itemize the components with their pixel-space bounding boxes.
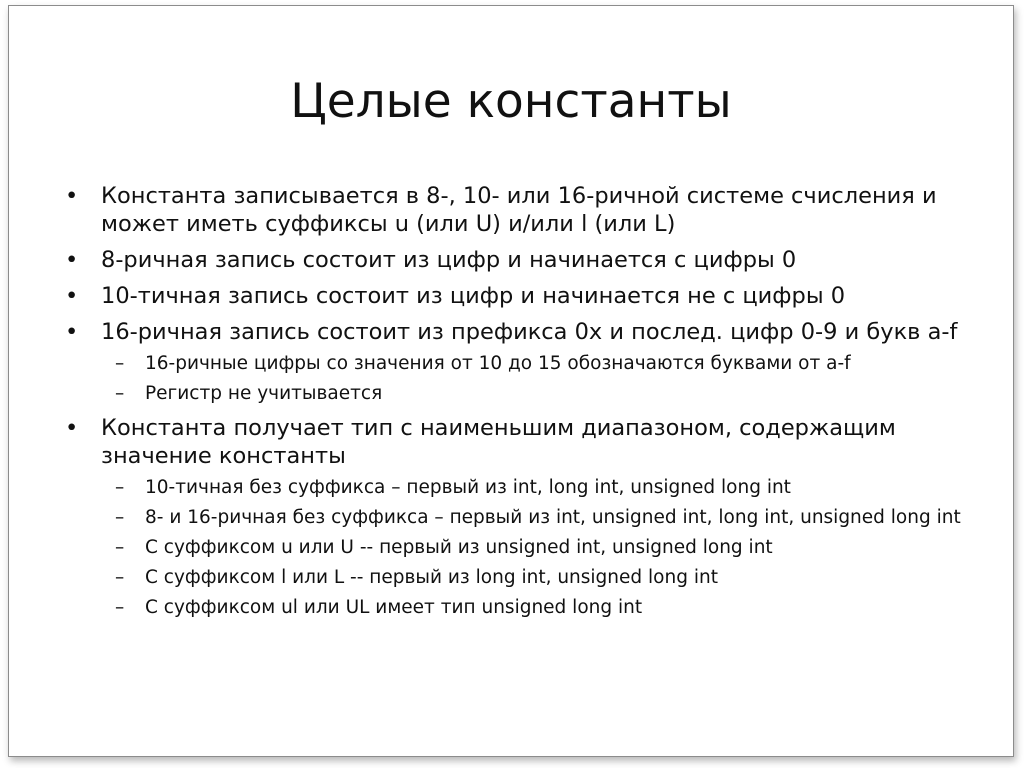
sub-item-text: 16-ричные цифры со значения от 10 до 15 обозначаются буквами от a-f xyxy=(145,353,851,374)
bullet-item xyxy=(61,414,961,620)
slide xyxy=(8,5,1014,757)
sub-dash: – xyxy=(115,353,125,374)
sub-dash: – xyxy=(115,507,125,528)
sub-item xyxy=(101,382,961,406)
bullet-dot: • xyxy=(65,283,79,309)
sub-item xyxy=(101,352,961,376)
sub-dash: – xyxy=(115,383,125,404)
sub-dash: – xyxy=(115,477,125,498)
sub-dash: – xyxy=(115,567,125,588)
bullet-item xyxy=(61,246,961,274)
bullet-text: 16-ричная запись состоит из префикса 0x и послед. цифр 0-9 и букв a-f xyxy=(101,319,958,345)
bullet-dot: • xyxy=(65,247,79,273)
sub-list xyxy=(101,476,961,620)
sub-item-text: С суффиксом u или U -- первый из unsigned int, unsigned long int xyxy=(145,537,773,558)
bullet-text: Константа записывается в 8-, 10- или 16-ричной системе счисления и может иметь суффиксы u (или U) и/или l (или L) xyxy=(101,183,937,237)
sub-item-text: 10-тичная без суффикса – первый из int, long int, unsigned long int xyxy=(145,477,791,498)
bullet-text: Константа получает тип с наименьшим диапазоном, содержащим значение константы xyxy=(101,415,896,469)
sub-item-text: 8- и 16-ричная без суффикса – первый из int, unsigned int, long int, unsigned long int xyxy=(145,507,961,528)
bullet-list xyxy=(61,182,961,628)
bullet-item xyxy=(61,182,961,238)
sub-dash: – xyxy=(115,537,125,558)
slide-title: Целые константы xyxy=(290,74,732,129)
bullet-item xyxy=(61,318,961,406)
sub-item xyxy=(101,506,961,530)
sub-dash: – xyxy=(115,597,125,618)
sub-item xyxy=(101,536,961,560)
bullet-item xyxy=(61,282,961,310)
sub-item xyxy=(101,476,961,500)
sub-item-text: С суффиксом ul или UL имеет тип unsigned long int xyxy=(145,597,643,618)
bullet-dot: • xyxy=(65,415,79,441)
bullet-text: 10-тичная запись состоит из цифр и начинается не с цифры 0 xyxy=(101,283,846,309)
bullet-dot: • xyxy=(65,319,79,345)
sub-list xyxy=(101,352,961,406)
sub-item-text: С суффиксом l или L -- первый из long int, unsigned long int xyxy=(145,567,718,588)
bullet-text: 8-ричная запись состоит из цифр и начинается с цифры 0 xyxy=(101,247,797,273)
sub-item xyxy=(101,566,961,590)
bullet-dot: • xyxy=(65,183,79,209)
sub-item-text: Регистр не учитывается xyxy=(145,383,383,404)
sub-item xyxy=(101,596,961,620)
